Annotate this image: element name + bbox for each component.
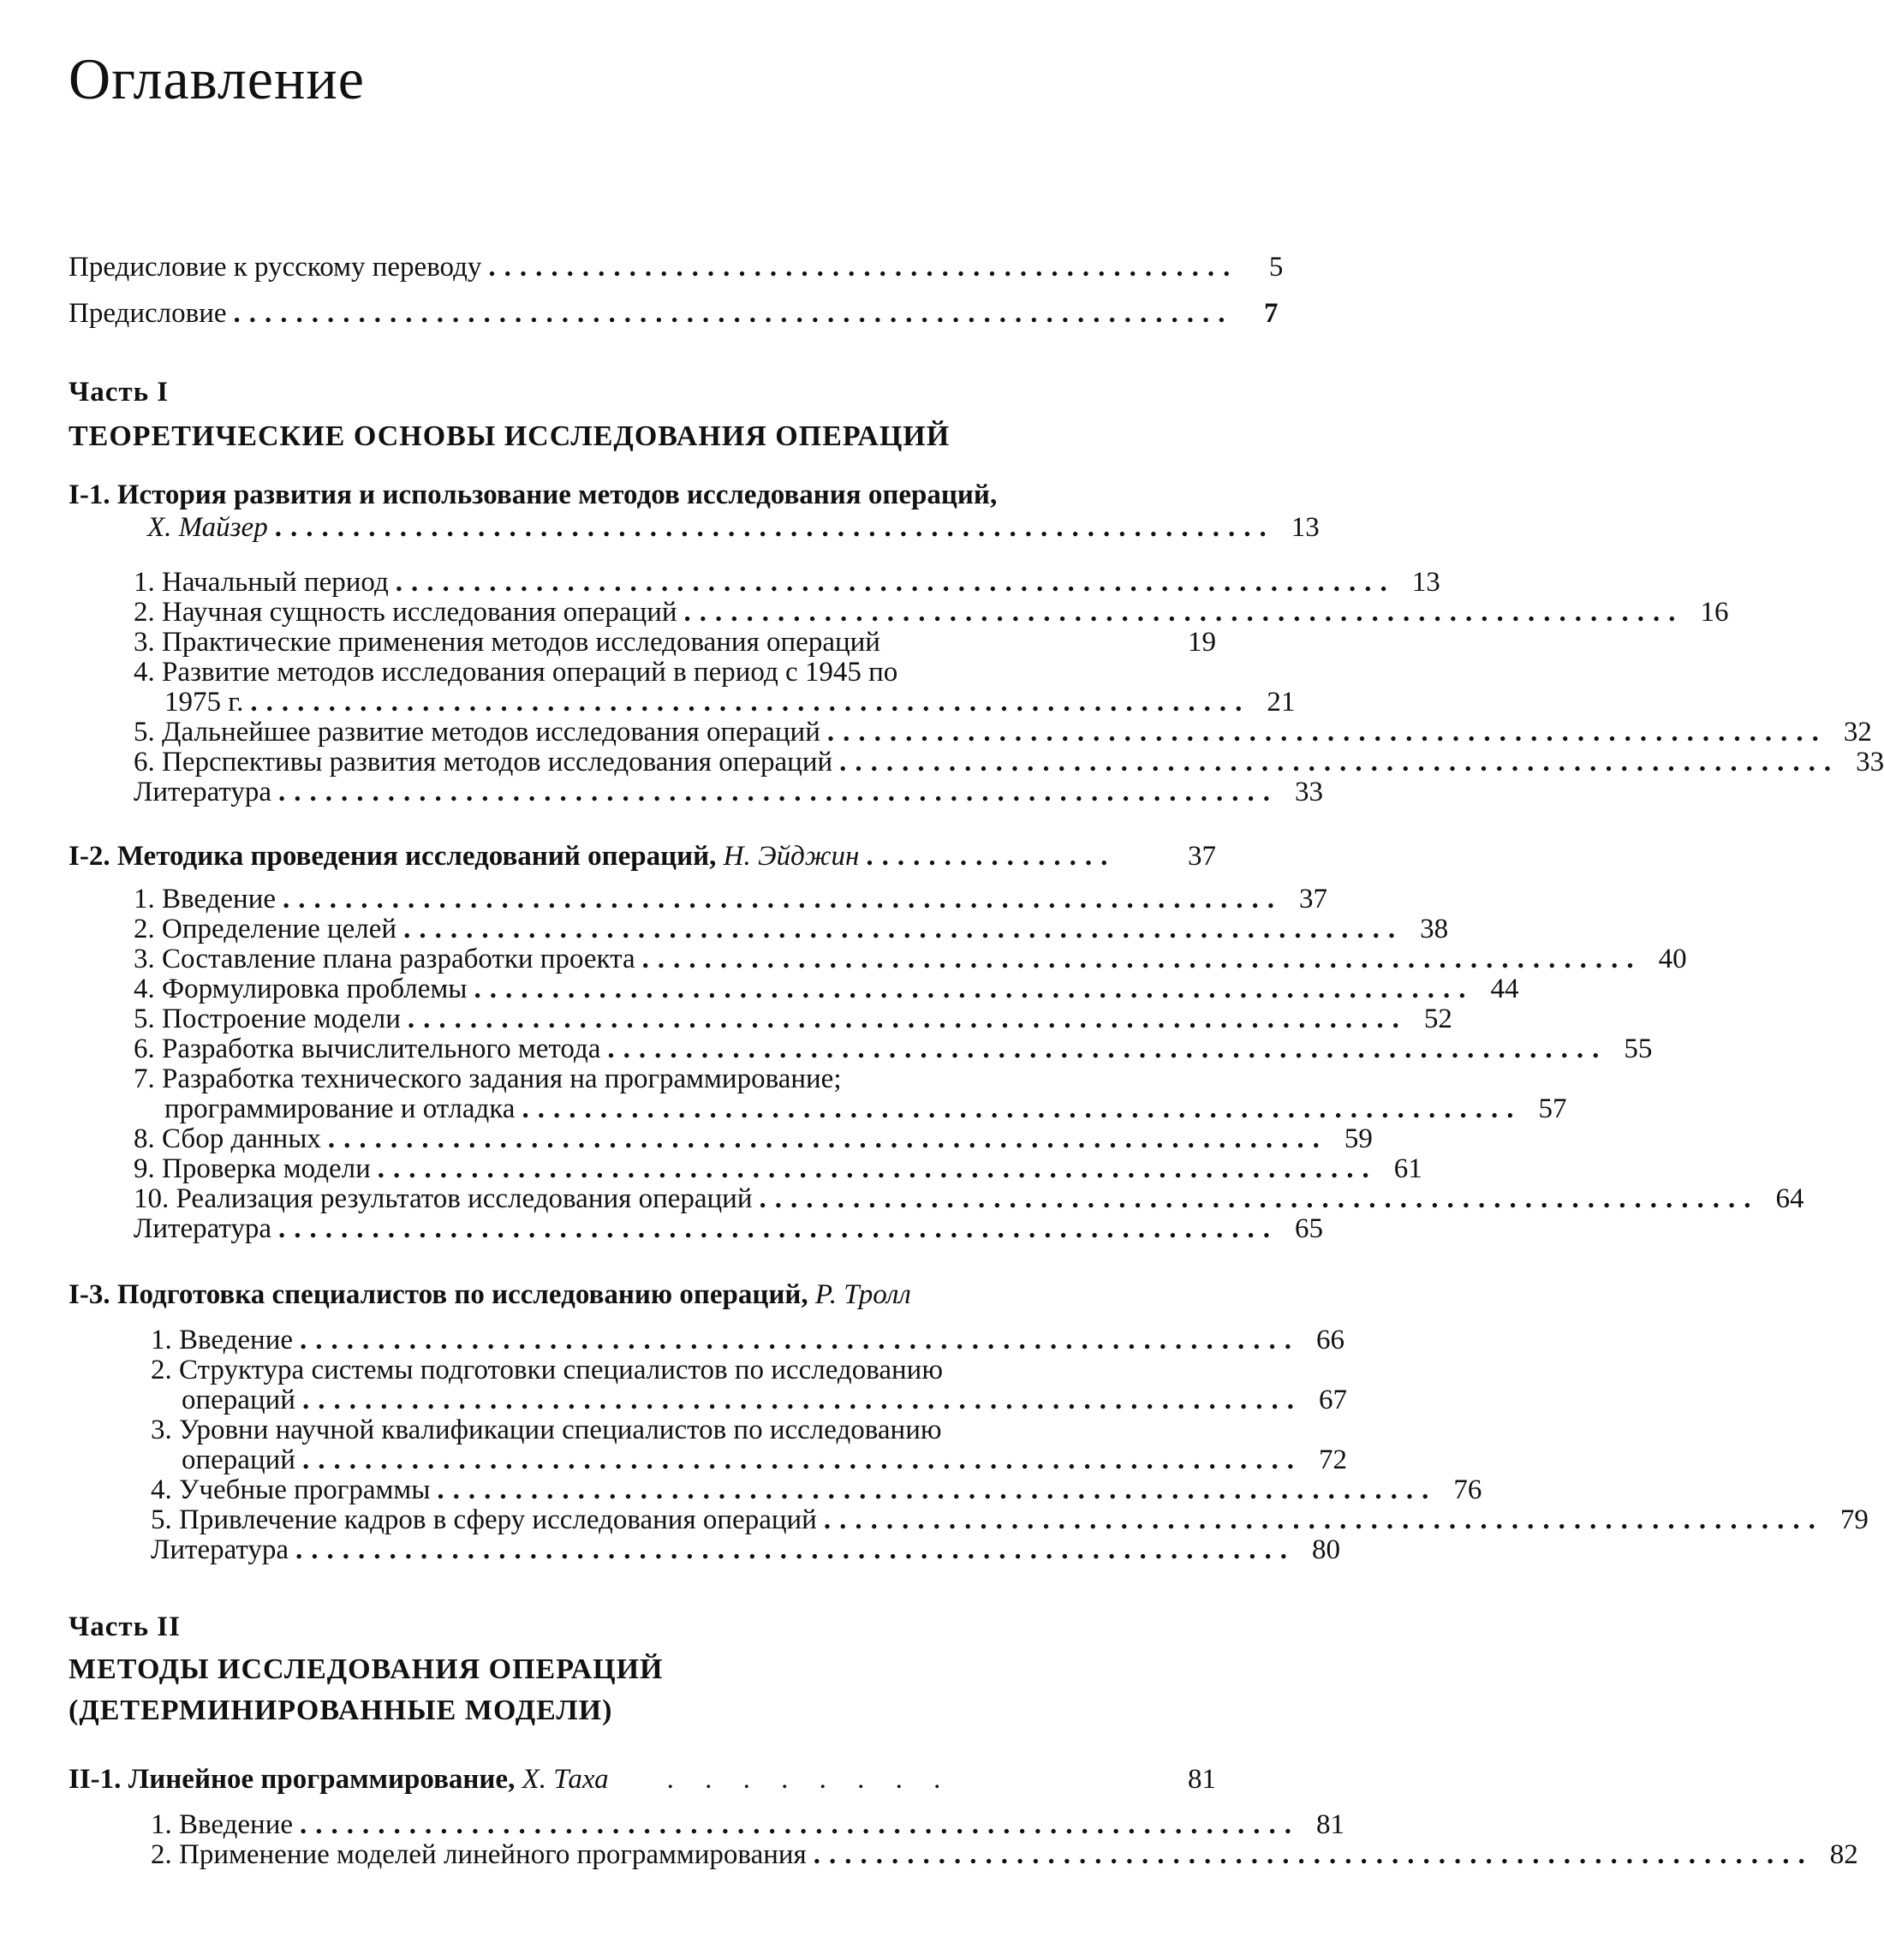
chapter-page: 81 [1188, 1764, 1216, 1795]
leader-dots: ................................................................ [403, 914, 1404, 944]
leader-dots: ................ [866, 841, 1117, 872]
leader-dots: ................................................................ [295, 1534, 1297, 1565]
toc-item[interactable] [151, 1474, 1482, 1505]
toc-item-text: Литература [134, 777, 272, 807]
chapter-title: Методика проведения исследований операций, [116, 841, 717, 872]
toc-item-page: 21 [1267, 687, 1296, 718]
leader-dots: ................................................................ [437, 1474, 1438, 1505]
toc-item-page: 19 [1188, 627, 1216, 658]
toc-item[interactable] [134, 1004, 1452, 1034]
toc-item-page: 66 [1316, 1325, 1345, 1355]
leader-dots: ................................................................ [301, 1385, 1303, 1415]
leader-dots: ................................................................ [278, 1213, 1279, 1244]
page-title: Оглавление [69, 46, 365, 111]
toc-item[interactable] [134, 1213, 1324, 1244]
leader-dots: ................................................................ [278, 777, 1279, 807]
chapter-page: 37 [1188, 841, 1216, 872]
toc-item-text: 4. Формулировка проблемы [134, 974, 468, 1004]
leader-dots: ................................................................ [407, 1004, 1408, 1034]
toc-item-text: 5. Построение модели [134, 1004, 401, 1034]
toc-item[interactable] [151, 1839, 1858, 1870]
toc-item-page: 55 [1624, 1034, 1653, 1064]
toc-item-text: 1. Введение [151, 1325, 294, 1355]
toc-item[interactable] [134, 1123, 1373, 1154]
chapter-author-line[interactable] [147, 512, 1320, 543]
toc-item-page: 65 [1295, 1213, 1324, 1244]
toc-item-text: 3. Уровни научной квалификации специалистов по исследованию [151, 1415, 942, 1445]
toc-item-page: 32 [1843, 717, 1872, 748]
toc-item[interactable] [151, 1809, 1345, 1840]
toc-item-text: 3. Составление плана разработки проекта [134, 944, 635, 974]
toc-item-text: операций [182, 1445, 295, 1475]
leader-dots: ................................................................ [826, 717, 1827, 748]
toc-item-text: 4. Развитие методов исследования операций в период с 1945 по [134, 657, 898, 688]
leader-dots: ................................................................ [300, 1325, 1301, 1355]
toc-item-text: Литература [151, 1534, 289, 1565]
toc-item-page: 76 [1453, 1474, 1482, 1505]
toc-item-text: 2. Научная сущность исследования операций [134, 597, 677, 628]
part-title-line-1: МЕТОДЫ ИССЛЕДОВАНИЯ ОПЕРАЦИЙ [69, 1653, 664, 1685]
chapter-author: Р. Тролл [814, 1279, 911, 1310]
chapter-title: Подготовка специалистов по исследованию операций, [116, 1279, 808, 1310]
leader-dots: ................................................................ [759, 1183, 1760, 1214]
toc-item[interactable] [134, 1063, 1216, 1094]
chapter-author: Н. Эйджин [723, 841, 860, 872]
chapter-author: Х. Таха [522, 1764, 609, 1795]
leader-dots: ................................................................ [250, 687, 1251, 718]
toc-item[interactable] [151, 1415, 1216, 1445]
toc-item-text: 1. Начальный период [134, 567, 389, 598]
chapter-number: I-3. [69, 1279, 110, 1310]
toc-item-page: 33 [1856, 747, 1884, 777]
leader-dots: ................................................................ [607, 1034, 1608, 1064]
toc-item-page: 80 [1312, 1534, 1341, 1565]
leader-dots: ................................................................ [327, 1123, 1328, 1154]
toc-item[interactable] [134, 777, 1324, 807]
toc-item[interactable] [134, 974, 1519, 1004]
toc-item-text: Литература [134, 1213, 272, 1244]
toc-item-text: 1975 г. [164, 687, 244, 718]
toc-item-text: 4. Учебные программы [151, 1474, 431, 1505]
toc-item[interactable] [134, 1153, 1422, 1184]
chapter-number: II-1. [69, 1764, 122, 1795]
toc-entry-foreword-translation[interactable] [69, 252, 1284, 283]
leader-dots: ................................................................ [377, 1153, 1378, 1184]
leader-dots: ................................................................ [683, 597, 1684, 628]
toc-item-page: 52 [1423, 1004, 1452, 1034]
part-label: Часть II [69, 1611, 181, 1642]
toc-item-text: 8. Сбор данных [134, 1123, 321, 1154]
toc-item-text: 6. Разработка вычислительного метода [134, 1034, 601, 1064]
toc-item[interactable] [134, 717, 1872, 748]
toc-item-page: 16 [1700, 597, 1729, 628]
toc-entry-page: 7 [1264, 298, 1279, 329]
toc-item-text: программирование и отладка [164, 1093, 516, 1124]
toc-item-text: 10. Реализация результатов исследования операций [134, 1183, 753, 1214]
leader-dots: ................................................................ [641, 944, 1643, 974]
toc-item-text: 1. Введение [134, 884, 277, 914]
toc-item-page: 44 [1490, 974, 1519, 1004]
toc-item-text: 5. Привлечение кадров в сферу исследования операций [151, 1504, 817, 1535]
toc-item-page: 67 [1318, 1385, 1347, 1415]
toc-item-continuation[interactable] [182, 1385, 1347, 1415]
chapter-number: I-2. [69, 841, 110, 872]
toc-item[interactable] [151, 1355, 1216, 1385]
toc-item-text: 6. Перспективы развития методов исследования операций [134, 747, 833, 777]
toc-item-page: 64 [1775, 1183, 1804, 1214]
toc-item[interactable] [134, 1034, 1653, 1064]
toc-entry-text: Предисловие [69, 298, 227, 329]
toc-item-continuation[interactable] [164, 687, 1296, 718]
leader-dots: ................................................................ [395, 567, 1396, 598]
toc-item-page: 81 [1316, 1809, 1345, 1840]
toc-item-text: 9. Проверка модели [134, 1153, 371, 1184]
toc-item-page: 59 [1344, 1123, 1373, 1154]
toc-item[interactable] [134, 657, 1216, 688]
toc-item[interactable] [134, 884, 1328, 914]
toc-item-page: 37 [1299, 884, 1328, 914]
leader-dots: ................................................................ [274, 512, 1275, 543]
leader-dots: ................................................................ [839, 747, 1840, 777]
leader-dots: ................................................ [488, 252, 1239, 283]
leader-dots: ................................................................ [233, 298, 1234, 329]
toc-item[interactable] [134, 597, 1729, 628]
part-title-line-2: (ДЕТЕРМИНИРОВАННЫЕ МОДЕЛИ) [69, 1695, 613, 1726]
toc-item[interactable] [134, 944, 1687, 974]
toc-item-page: 82 [1829, 1839, 1858, 1870]
leader-dots: ................................................................ [813, 1839, 1814, 1870]
toc-item-text: 2. Применение моделей линейного программирования [151, 1839, 807, 1870]
toc-item-text: 1. Введение [151, 1809, 294, 1840]
toc-item-text: 7. Разработка технического задания на программирование; [134, 1063, 842, 1094]
toc-item-continuation[interactable] [182, 1445, 1347, 1475]
toc-entry-foreword[interactable] [69, 298, 1279, 329]
leader-dots: ................................................................ [474, 974, 1475, 1004]
chapter-title: Линейное программирование, [128, 1764, 516, 1795]
toc-item[interactable] [134, 747, 1884, 777]
chapter-page: 13 [1291, 512, 1320, 543]
toc-item-page: 40 [1658, 944, 1687, 974]
toc-item-page: 13 [1411, 567, 1440, 598]
chapter-title: История развития и использование методов исследования операций, [116, 480, 998, 510]
toc-item-text: операций [182, 1385, 295, 1415]
chapter-heading-ii-1[interactable] [69, 1764, 1216, 1795]
toc-item-text: 2. Определение целей [134, 914, 397, 944]
toc-item[interactable] [151, 1504, 1869, 1535]
leader-dots: . . . . . . . . [666, 1764, 953, 1795]
toc-item[interactable] [134, 1183, 1804, 1214]
chapter-author: Х. Майзер [147, 512, 268, 543]
chapter-heading-i-3[interactable] [69, 1279, 1216, 1310]
chapter-number: I-1. [69, 480, 110, 510]
toc-item-page: 57 [1538, 1093, 1567, 1124]
toc-item-text: 5. Дальнейшее развитие методов исследования операций [134, 717, 820, 748]
toc-item[interactable] [134, 914, 1449, 944]
toc-item-page: 38 [1420, 914, 1449, 944]
toc-item-page: 61 [1393, 1153, 1422, 1184]
leader-dots: ................................................................ [823, 1504, 1824, 1535]
toc-entry-page: 5 [1268, 252, 1284, 283]
leader-dots: ................................................................ [300, 1809, 1301, 1840]
leader-dots: ................................................................ [283, 884, 1284, 914]
part-label: Часть I [69, 377, 170, 408]
toc-item-text: 3. Практические применения методов исследования операций [134, 627, 880, 658]
part-title: ТЕОРЕТИЧЕСКИЕ ОСНОВЫ ИССЛЕДОВАНИЯ ОПЕРАЦИЙ [69, 420, 951, 452]
toc-item-text: 2. Структура системы подготовки специалистов по исследованию [151, 1355, 943, 1385]
toc-item-continuation[interactable] [164, 1093, 1567, 1124]
chapter-heading-i-1[interactable] [69, 480, 1216, 510]
toc-item-page: 33 [1295, 777, 1324, 807]
leader-dots: ................................................................ [522, 1093, 1523, 1124]
toc-item[interactable] [134, 567, 1440, 598]
chapter-heading-i-2[interactable] [69, 841, 1216, 872]
toc-entry-text: Предисловие к русскому переводу [69, 252, 482, 283]
toc-item[interactable] [151, 1325, 1345, 1355]
leader-dots: ................................................................ [301, 1445, 1303, 1475]
toc-item-page: 72 [1318, 1445, 1347, 1475]
toc-item[interactable] [134, 627, 1216, 658]
toc-item-page: 79 [1839, 1504, 1869, 1535]
toc-item[interactable] [151, 1534, 1341, 1565]
